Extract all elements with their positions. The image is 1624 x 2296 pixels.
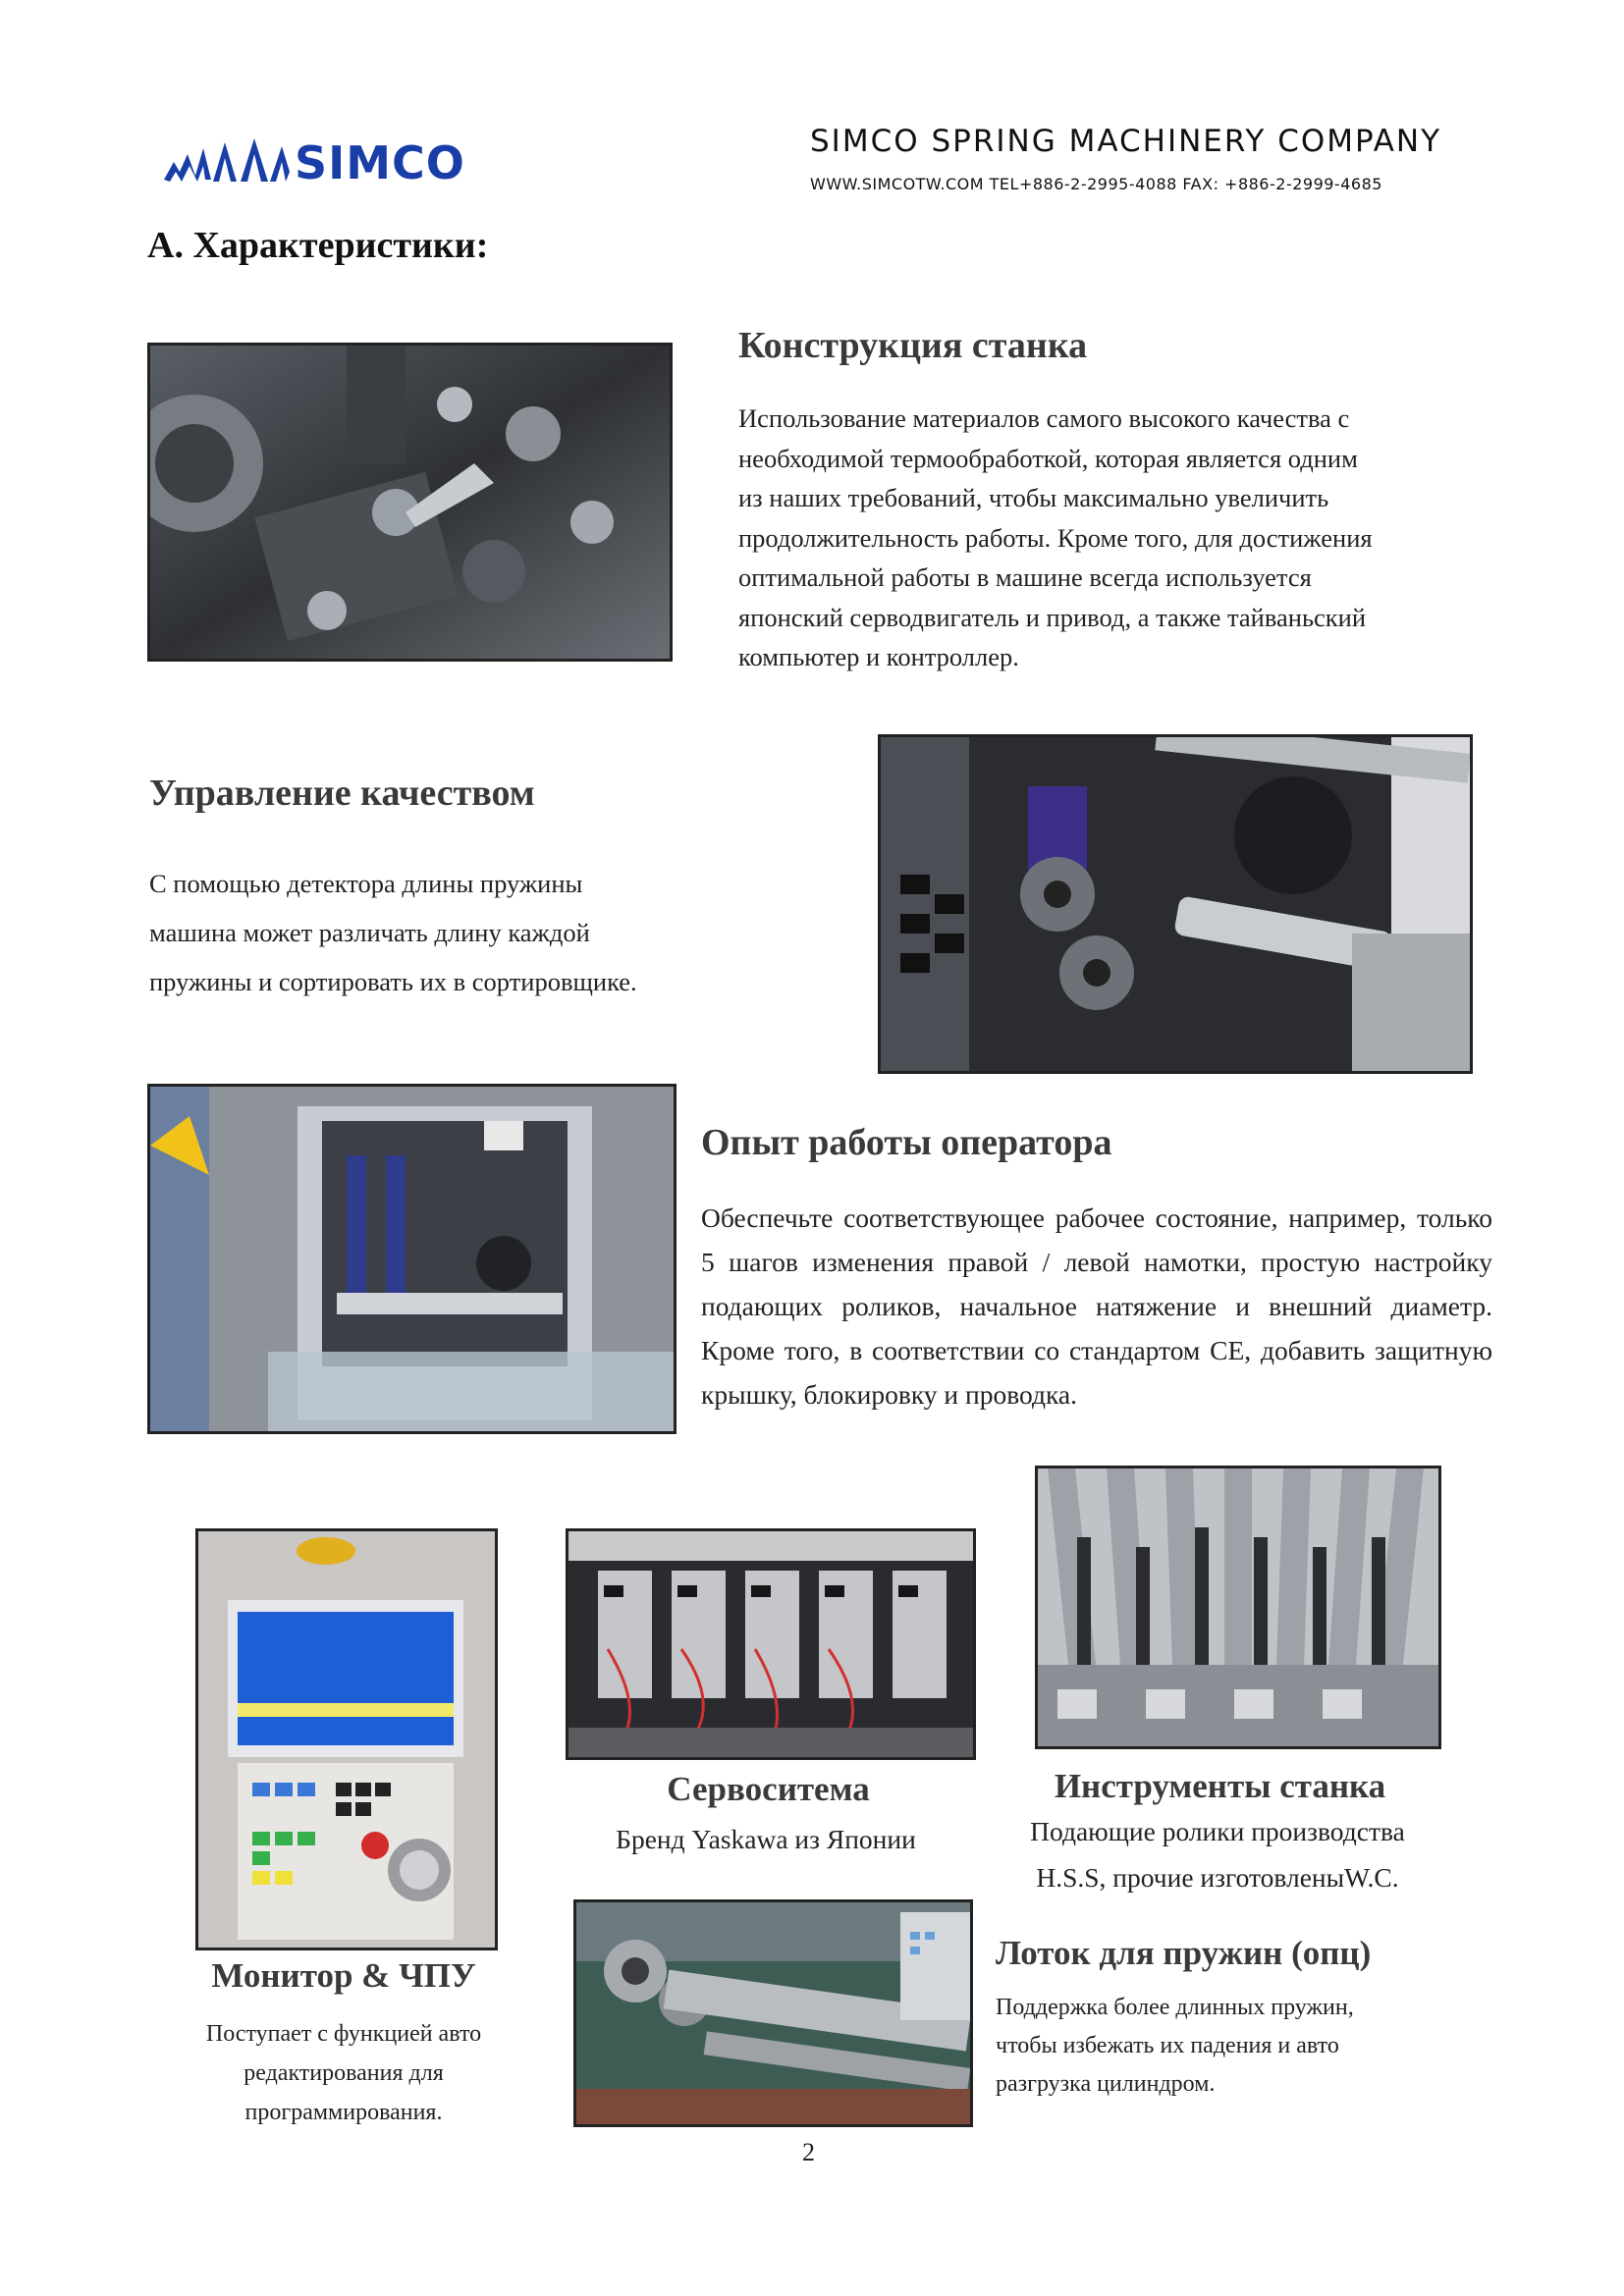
- tray-line: чтобы избежать их падения и авто: [996, 2033, 1339, 2058]
- tools-title: Инструменты станка: [1054, 1767, 1386, 1805]
- construction-line: из наших требований, чтобы максимально увеличить: [738, 483, 1329, 512]
- construction-line: компьютер и контроллер.: [738, 642, 1019, 671]
- machine-tools-photo: [1035, 1466, 1441, 1749]
- operator-text: Обеспечьте соответствующее рабочее состояние, например, только 5 шагов изменения правой / левой намотки, простую настройку подающих роликов, начальное натяжение и внешний диаметр. Кроме того, в соответствии со стандартом CE, добавить защитную крышку, блокировку и проводка.: [701, 1202, 1492, 1410]
- construction-text: [738, 399, 1524, 677]
- machine-cabinet-photo: [147, 1084, 677, 1434]
- tray-text: [996, 1989, 1467, 2104]
- monitor-line: программирования.: [244, 2100, 443, 2125]
- quality-title: Управление качеством: [149, 773, 535, 814]
- servo-text: Бренд Yaskawa из Японии: [616, 1824, 916, 1854]
- quality-line: пружины и сортировать их в сортировщике.: [149, 967, 637, 996]
- quality-line: машина может различать длину каждой: [149, 918, 590, 947]
- monitor-cnc-photo: [195, 1528, 498, 1950]
- company-name: SIMCO SPRING MACHINERY COMPANY: [810, 124, 1442, 159]
- construction-line: японский серводвигатель и привод, а также тайваньский: [738, 602, 1367, 632]
- servo-title: Сервоситема: [667, 1770, 870, 1808]
- construction-line: оптимальной работы в машине всегда используется: [738, 562, 1312, 592]
- tray-line: разгрузка цилиндром.: [996, 2071, 1216, 2097]
- construction-line: Использование материалов самого высокого качества с: [738, 403, 1350, 433]
- monitor-line: Поступает с функцией авто: [205, 2021, 482, 2047]
- construction-title: Конструкция станка: [738, 325, 1088, 366]
- quality-line: С помощью детектора длины пружины: [149, 869, 583, 898]
- tray-title: Лоток для пружин (опц): [996, 1934, 1372, 1972]
- monitor-title: Монитор & ЧПУ: [211, 1956, 476, 1995]
- construction-line: продолжительность работы. Кроме того, для достижения: [738, 522, 1373, 553]
- servo-drives-photo: [566, 1528, 976, 1760]
- logo-text: SIMCO: [295, 136, 465, 189]
- monitor-text: [147, 2014, 540, 2132]
- page-number: 2: [802, 2138, 815, 2166]
- construction-line: необходимой термообработкой, которая является одним: [738, 443, 1358, 473]
- tools-line: Подающие ролики производства: [1030, 1816, 1405, 1846]
- quality-text: [149, 859, 856, 1006]
- simco-logo: [162, 133, 486, 191]
- tray-line: Поддержка более длинных пружин,: [996, 1995, 1354, 2020]
- machine-closeup-photo: [147, 343, 673, 662]
- spring-tray-photo: [573, 1899, 973, 2127]
- tools-text: [982, 1808, 1453, 1900]
- length-detector-photo: [878, 734, 1473, 1074]
- section-title: A. Характеристики:: [147, 225, 489, 266]
- monitor-line: редактирования для: [244, 2060, 444, 2086]
- company-contacts: WWW.SIMCOTW.COM TEL+886-2-2995-4088 FAX: +886-2-2999-4685: [810, 175, 1382, 193]
- logo-wave-icon: [162, 133, 290, 191]
- operator-title: Опыт работы оператора: [701, 1122, 1112, 1163]
- tools-line: H.S.S, прочие изготовленыW.C.: [1036, 1862, 1399, 1893]
